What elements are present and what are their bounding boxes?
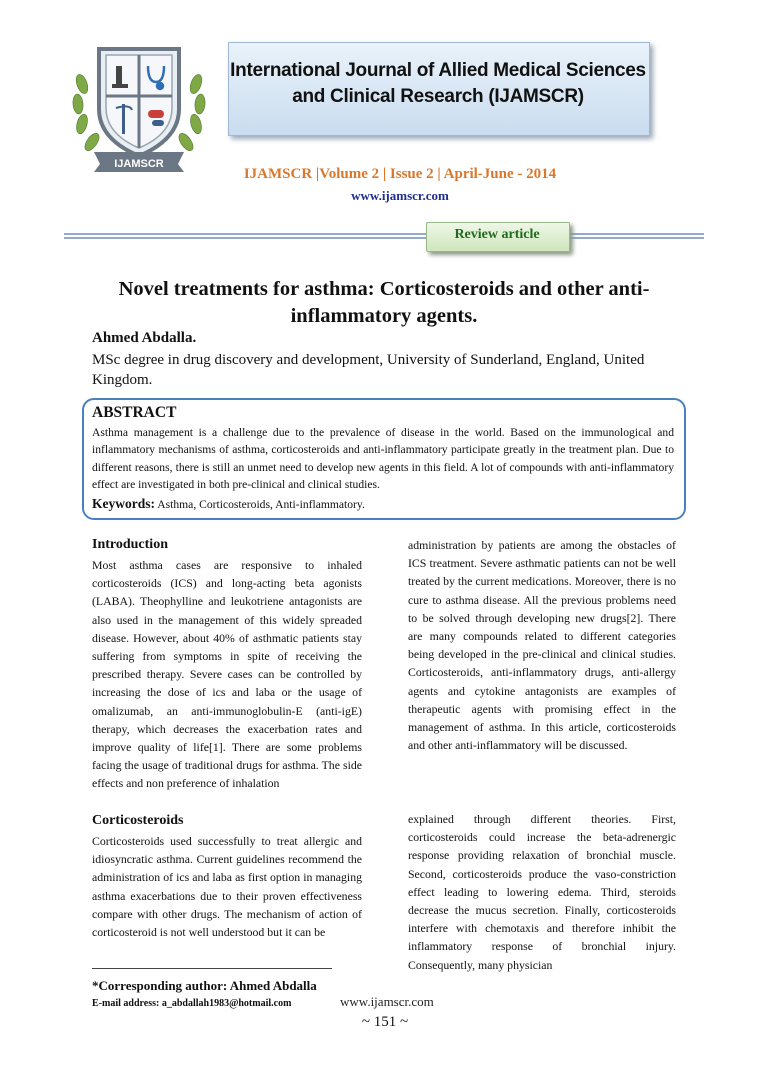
journal-website-link[interactable]: www.ijamscr.com xyxy=(351,188,449,203)
author-name: Ahmed Abdalla. xyxy=(92,330,197,346)
introduction-heading: Introduction xyxy=(92,537,168,552)
corticosteroids-text-left: Corticosteroids used successfully to treat allergic and idiosyncratic asthma. Current guidelines recommend the administration of ics and laba as first option in managing asthma exacerbations due to their proven effectiveness compare with other drugs. The mechanism of action of corticosteroid is not well understood but it can be xyxy=(92,834,362,940)
introduction-text-left: Most asthma cases are responsive to inhaled corticosteroids (ICS) and long-acting beta agonists (LABA). Theophylline and leukotriene antagonists are also used in the management of this widely spreaded disease. However, about 40% of asthmatic patients stay suffering from symptoms in spite of receiving the prescribed therapy. Severe cases can be controlled by increasing the dose of ics and laba or the usage of omalizumab, an anti-immunoglobulin-E (anti-igE) therapy, which decreases the exacerbation rates and improve quality of life[1]. There are some problems facing the usage of traditional drugs for asthma. The side effects and non preference of inhalation xyxy=(92,558,362,791)
journal-title xyxy=(228,58,648,110)
keywords-list: Asthma, Corticosteroids, Anti-inflammatory. xyxy=(157,498,365,511)
email-address[interactable]: : a_abdallah1983@hotmail.com xyxy=(156,998,292,1009)
abstract-text: Asthma management is a challenge due to the prevalence of disease in the world. Based on the immunological and inflammatory mechanisms of asthma, corticosteroids and anti-inflammatory participate greatly in the treatment plan. Due to different reasons, there is still an unmet need to develop new agents in this field. A lot of compounds with anti-inflammatory effect are investigated in both pre-clinical and clinical studies. xyxy=(92,426,674,491)
corticosteroids-text-right: explained through different theories. First, corticosteroids could increase the beta-adrenergic response providing relaxation of bronchial muscle. Second, corticosteroids produce the vaso-constriction effect leading to lowering edema. Third, steroids decrease the mucus secretion. Finally, corticosteroids interfere with chemotaxis and therefore inhibit the inflammatory response of bronchial injury. Consequently, many physician xyxy=(408,812,676,972)
journal-logo xyxy=(64,24,214,174)
corticosteroids-heading: Corticosteroids xyxy=(92,813,184,828)
svg-text:IJAMSCR: IJAMSCR xyxy=(114,158,164,170)
footer-website-link[interactable]: www.ijamscr.com xyxy=(340,994,434,1009)
abstract-heading: ABSTRACT xyxy=(92,404,177,421)
page-number: ~ 151 ~ xyxy=(361,1014,409,1030)
keywords xyxy=(92,496,674,512)
corticosteroids-continued xyxy=(408,810,676,974)
author-affiliation: MSc degree in drug discovery and development, University of Sunderland, England, United Kingdom. xyxy=(92,352,645,388)
introduction-section xyxy=(92,536,362,793)
article-type-label: Review article xyxy=(454,227,540,242)
introduction-continued xyxy=(408,536,676,754)
journal-title-line1: International Journal of Allied Medical Sciences xyxy=(230,60,646,81)
issue-info: IJAMSCR |Volume 2 | Issue 2 | April-June - 2014 xyxy=(243,166,557,182)
header-divider xyxy=(64,232,704,240)
corresponding-author: *Corresponding author: Ahmed Abdalla xyxy=(92,978,317,993)
email-label: E-mail address xyxy=(92,998,156,1009)
author-email xyxy=(92,998,291,1009)
journal-title-line2: and Clinical Research (IJAMSCR) xyxy=(292,86,584,107)
footnote-rule xyxy=(92,968,332,969)
corticosteroids-section xyxy=(92,812,362,941)
keywords-label: Keywords: xyxy=(92,496,155,511)
article-title: Novel treatments for asthma: Corticosteroids and other anti-inflammatory agents. xyxy=(118,278,650,327)
introduction-text-right: administration by patients are among the obstacles of ICS treatment. Severe asthmatic patients can not be well treated by the current medications. Moreover, there is no cure to asthma disease. All the previous problems need to be solved through developing new drugs[2]. There are many compounds related to different categories being developed in the pre-clinical and clinical studies. Corticosteroids, anti-inflammatory drugs, anti-allergy agents and cytokine antagonists are examples of therapeutic agents with promising effect in the management of asthma. In this article, corticosteroids and other anti-inflammatory will be discussed. xyxy=(408,538,676,753)
